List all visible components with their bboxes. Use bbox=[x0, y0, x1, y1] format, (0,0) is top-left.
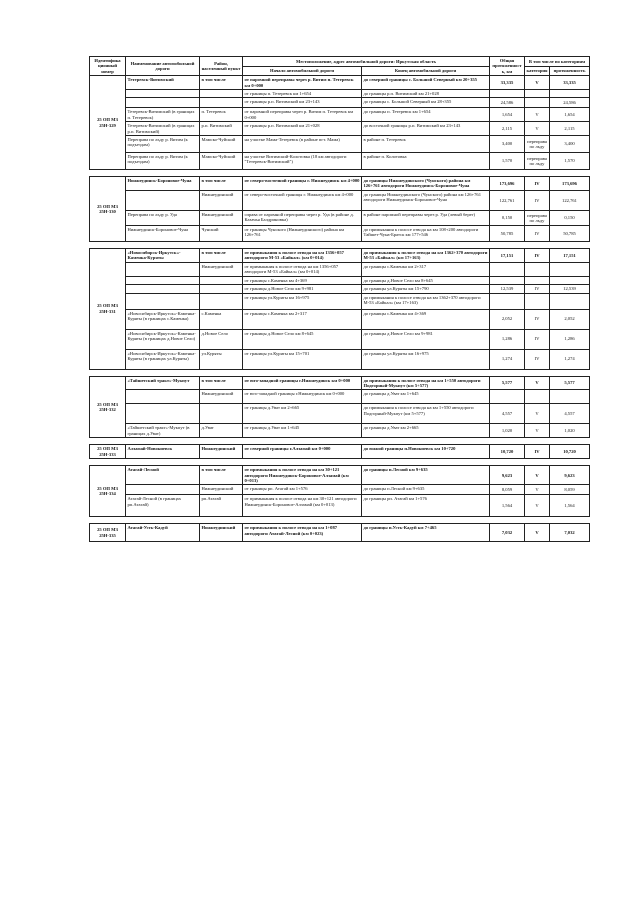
road-name-cell bbox=[126, 191, 200, 211]
end-cell: до границы рп. Атагай км 1+576 bbox=[362, 495, 490, 517]
total-cell: 1,020 bbox=[490, 424, 525, 438]
table-row bbox=[90, 424, 590, 438]
table-row bbox=[90, 495, 590, 517]
table-row bbox=[90, 108, 590, 122]
district-cell bbox=[200, 276, 243, 284]
road-name-cell: Нижнеудинск-Бороновое-Чуна bbox=[126, 177, 200, 191]
road-id-cell: 25 ОП МЗ 25Н-331 bbox=[90, 249, 126, 369]
total-cell: 122,761 bbox=[490, 191, 525, 211]
start-cell: от границы ул.Куряты км 16+975 bbox=[243, 293, 362, 309]
road-name-cell bbox=[126, 285, 200, 293]
length-cell: 0,150 bbox=[550, 211, 590, 226]
start-cell: от северо-восточной границы г. Нижнеудинск км 4+000 bbox=[243, 191, 362, 211]
start-cell: от границы д.Новое Село км 8+645 bbox=[243, 329, 362, 349]
start-cell: от границы с.Каменка км 4+369 bbox=[243, 276, 362, 284]
total-cell bbox=[490, 90, 525, 98]
end-cell: до границы Нижнеудинского (Чунского) района км 126+761 автодороги Нижнеудинск-Бороновое-Чуна bbox=[362, 191, 490, 211]
length-cell: 122,761 bbox=[550, 191, 590, 211]
length-cell: 1,564 bbox=[550, 495, 590, 517]
header-cat: категория bbox=[525, 66, 550, 76]
category-cell: IV bbox=[525, 309, 550, 329]
start-cell: от границы рп. Атагай км 1+576 bbox=[243, 485, 362, 495]
district-cell: в том числе bbox=[200, 466, 243, 485]
road-name-cell: «Новосибирск-Иркутск»-Каменка-Куряты bbox=[126, 249, 200, 263]
category-cell: V bbox=[525, 376, 550, 390]
end-cell: до границы д.Уват км 2+665 bbox=[362, 424, 490, 438]
road-name-cell: Переправа по льду р. Витим (к подъездам) bbox=[126, 153, 200, 170]
spacer-cell bbox=[90, 242, 590, 249]
road-name-cell: Тетеревск-Витимский (в границах р.п. Витимский) bbox=[126, 122, 200, 136]
district-cell: д.Уват bbox=[200, 424, 243, 438]
table-row bbox=[90, 309, 590, 329]
start-cell: от границы Чунского (Нижнеудинского) района км 126+761 bbox=[243, 226, 362, 242]
table-row bbox=[90, 524, 590, 542]
district-cell: в том числе bbox=[200, 376, 243, 390]
length-cell: 3,400 bbox=[550, 136, 590, 153]
length-cell bbox=[550, 90, 590, 98]
road-id-cell: 25 ОП МЗ 25Н-333 bbox=[90, 445, 126, 459]
length-cell: 17,151 bbox=[550, 249, 590, 263]
end-cell: до границы с. Большой Северный км 28+355 bbox=[362, 98, 490, 108]
road-id-cell: 25 ОП МЗ 25Н-334 bbox=[90, 466, 126, 517]
table-row bbox=[90, 211, 590, 226]
table-row bbox=[90, 153, 590, 170]
end-cell: в районе паромной переправы через р. Уда (левый берег) bbox=[362, 211, 490, 226]
start-cell: от границы д.Уват км 1+645 bbox=[243, 424, 362, 438]
road-id-cell: 25 ОП МЗ 25Н-329 bbox=[90, 76, 126, 170]
table-row bbox=[90, 249, 590, 263]
total-cell: 1,570 bbox=[490, 153, 525, 170]
total-cell bbox=[490, 390, 525, 404]
table-row bbox=[90, 293, 590, 309]
header-location: Местоположение, адрес автомобильной дороги: Иркутская область bbox=[243, 57, 490, 67]
road-name-cell bbox=[126, 390, 200, 404]
district-cell: р.п. Витимский bbox=[200, 122, 243, 136]
end-cell: до южной границы п.Новокиевск км 10+720 bbox=[362, 445, 490, 459]
category-cell: V bbox=[525, 495, 550, 517]
category-cell bbox=[525, 390, 550, 404]
table-row bbox=[90, 136, 590, 153]
district-cell: с.Каменка bbox=[200, 309, 243, 329]
table-row bbox=[90, 376, 590, 390]
category-cell: V bbox=[525, 485, 550, 495]
length-cell: 1,654 bbox=[550, 108, 590, 122]
header-start: Начало автомобильной дороги bbox=[243, 66, 362, 76]
end-cell: до границы п.Лесной км 9+635 bbox=[362, 466, 490, 485]
end-cell: до границы п. Тетеревск км 1+654 bbox=[362, 108, 490, 122]
category-cell: V bbox=[525, 424, 550, 438]
start-cell: справа от паромной переправы через р. Уда (в районе д. Казачья Балдриновка) bbox=[243, 211, 362, 226]
length-cell: 24,586 bbox=[550, 98, 590, 108]
start-cell: от границы п. Тетеревск км 1+654 bbox=[243, 90, 362, 98]
total-cell: 1,286 bbox=[490, 329, 525, 349]
road-id-cell: 25 ОП МЗ 25Н-332 bbox=[90, 376, 126, 438]
category-cell: IV bbox=[525, 177, 550, 191]
road-name-cell bbox=[126, 293, 200, 309]
category-cell: V bbox=[525, 122, 550, 136]
total-cell: 24,586 bbox=[490, 98, 525, 108]
road-name-cell: Переправа по льду р. Витим (к подъездам) bbox=[126, 136, 200, 153]
road-name-cell bbox=[126, 90, 200, 98]
start-cell: от паромной переправы через р. Витим п. Тетеревск км 0+000 bbox=[243, 76, 362, 90]
end-cell: до границы п.Лесной км 9+635 bbox=[362, 485, 490, 495]
end-cell: до границы п.Усть-Кадуй км 7+465 bbox=[362, 524, 490, 542]
start-cell: от северо-восточной границы г. Нижнеудинск км 4+000 bbox=[243, 177, 362, 191]
category-cell: V bbox=[525, 76, 550, 90]
category-cell bbox=[525, 90, 550, 98]
table-body bbox=[90, 76, 590, 542]
road-name-cell: «Тайшетский тракт»-Мукпут (в границах д.Уват) bbox=[126, 424, 200, 438]
end-cell: до границы д.Новое Село км 9+981 bbox=[362, 329, 490, 349]
table-row bbox=[90, 466, 590, 485]
district-cell: Мамско-Чуйский bbox=[200, 136, 243, 153]
table-row bbox=[90, 276, 590, 284]
district-cell: Нижнеудинский bbox=[200, 445, 243, 459]
district-cell: Нижнеудинский bbox=[200, 211, 243, 226]
length-cell: 2,115 bbox=[550, 122, 590, 136]
length-cell: 1,020 bbox=[550, 424, 590, 438]
total-cell: 7,032 bbox=[490, 524, 525, 542]
category-cell bbox=[525, 262, 550, 276]
start-cell: от границы с.Каменка км 2+317 bbox=[243, 309, 362, 329]
end-cell: до примыкания к полосе отвода на км 1+550 автодороги Подгорный-Мукпут (км 5+577) bbox=[362, 376, 490, 390]
category-cell: IV bbox=[525, 349, 550, 369]
road-name-cell: Атагай-Лесной bbox=[126, 466, 200, 485]
end-cell: до границы Нижнеудинского (Чунского) района км 126+761 автодороги Нижнеудинск-Бороновое-Чуна bbox=[362, 177, 490, 191]
total-cell: 2,115 bbox=[490, 122, 525, 136]
road-name-cell: Алзамай-Новокиевск bbox=[126, 445, 200, 459]
end-cell: до границы р.п. Витимский км 21+028 bbox=[362, 90, 490, 98]
total-cell: 8,059 bbox=[490, 485, 525, 495]
district-cell bbox=[200, 285, 243, 293]
category-cell bbox=[525, 98, 550, 108]
total-cell bbox=[490, 276, 525, 284]
road-id-cell: 25 ОП МЗ 25Н-335 bbox=[90, 524, 126, 542]
table-row bbox=[90, 122, 590, 136]
total-cell: 33,335 bbox=[490, 76, 525, 90]
end-cell: до примыкания к полосе отвода на км 1362+370 автодороги М-53 «Байкал» (км 17+163) bbox=[362, 293, 490, 309]
start-cell: от примыкания к полосе отвода на км 1356+057 автодороги М-53 «Байкал» (км 0+014) bbox=[243, 262, 362, 276]
district-cell bbox=[200, 293, 243, 309]
category-cell: IV bbox=[525, 329, 550, 349]
length-cell: 12,539 bbox=[550, 285, 590, 293]
district-cell: Нижнеудинский bbox=[200, 485, 243, 495]
road-name-cell: Тетеревск-Витимский bbox=[126, 76, 200, 90]
road-name-cell: Нижнеудинск-Бороновое-Чуна bbox=[126, 226, 200, 242]
total-cell: 2,052 bbox=[490, 309, 525, 329]
length-cell: 50,785 bbox=[550, 226, 590, 242]
end-cell: до примыкания к полосе отвода на км 108+200 автодороги Тайшет-Чуна-Братск км 177+546 bbox=[362, 226, 490, 242]
district-cell: рп.Атагай bbox=[200, 495, 243, 517]
district-cell bbox=[200, 90, 243, 98]
length-cell: 7,032 bbox=[550, 524, 590, 542]
road-registry-document bbox=[89, 56, 589, 542]
road-name-cell: «Новосибирск-Иркутск»-Каменка-Куряты (в границах д.Новое Село) bbox=[126, 329, 200, 349]
district-cell bbox=[200, 98, 243, 108]
road-name-cell bbox=[126, 262, 200, 276]
road-name-cell bbox=[126, 98, 200, 108]
road-name-cell bbox=[126, 276, 200, 284]
length-cell: 1,286 bbox=[550, 329, 590, 349]
end-cell: до северной границы с. Большой Северный км 20+355 bbox=[362, 76, 490, 90]
table-row bbox=[90, 445, 590, 459]
length-cell: 4,557 bbox=[550, 404, 590, 424]
length-cell bbox=[550, 293, 590, 309]
start-cell: на участке Мама-Тетеревск (в районе пгт. Мама) bbox=[243, 136, 362, 153]
end-cell: до границы д.Новое Село км 8+645 bbox=[362, 276, 490, 284]
road-name-cell: «Тайшетский тракт»-Мукпут bbox=[126, 376, 200, 390]
road-id-cell: 25 ОП МЗ 25Н-330 bbox=[90, 177, 126, 242]
category-cell: IV bbox=[525, 285, 550, 293]
spacer-cell bbox=[90, 459, 590, 466]
category-cell: переправа по льду bbox=[525, 153, 550, 170]
category-cell: IV bbox=[525, 249, 550, 263]
end-cell: до границы с.Каменка км 2+317 bbox=[362, 262, 490, 276]
table-row bbox=[90, 90, 590, 98]
total-cell: 1,564 bbox=[490, 495, 525, 517]
road-name-cell: Атагай-Усть-Кадуй bbox=[126, 524, 200, 542]
length-cell: 5,577 bbox=[550, 376, 590, 390]
end-cell: до восточной границы р.п. Витимский км 23+143 bbox=[362, 122, 490, 136]
total-cell: 50,785 bbox=[490, 226, 525, 242]
start-cell: от северной границы г.Алзамай км 0+000 bbox=[243, 445, 362, 459]
district-cell: д.Новое Село bbox=[200, 329, 243, 349]
table-row bbox=[90, 485, 590, 495]
end-cell: до границы д.Уват км 1+645 bbox=[362, 390, 490, 404]
road-name-cell: Тетеревск-Витимский (в границах п. Тетеревск) bbox=[126, 108, 200, 122]
spacer-cell bbox=[90, 170, 590, 177]
end-cell: до границы с.Каменка км 4+369 bbox=[362, 309, 490, 329]
group-spacer bbox=[90, 438, 590, 445]
category-cell: IV bbox=[525, 445, 550, 459]
start-cell: от паромной переправы через р. Витим п. Тетеревск км 0+000 bbox=[243, 108, 362, 122]
end-cell: до примыкания к полосе отвода на км 1362+370 автодороги М-53 «Байкал» (км 17+163) bbox=[362, 249, 490, 263]
header-id: Идентифика ционный номер bbox=[90, 57, 126, 76]
start-cell: от границы р.п. Витимский км 23+143 bbox=[243, 98, 362, 108]
length-cell: 33,335 bbox=[550, 76, 590, 90]
category-cell: IV bbox=[525, 191, 550, 211]
district-cell: Нижнеудинский bbox=[200, 524, 243, 542]
total-cell: 12,539 bbox=[490, 285, 525, 293]
district-cell: в том числе bbox=[200, 76, 243, 90]
category-cell: V bbox=[525, 404, 550, 424]
total-cell: 173,696 bbox=[490, 177, 525, 191]
category-cell: V bbox=[525, 466, 550, 485]
length-cell bbox=[550, 262, 590, 276]
header-total: Общая протяженность, км bbox=[490, 57, 525, 76]
road-name-cell bbox=[126, 485, 200, 495]
total-cell: 17,151 bbox=[490, 249, 525, 263]
length-cell bbox=[550, 390, 590, 404]
table-row bbox=[90, 98, 590, 108]
category-cell: IV bbox=[525, 226, 550, 242]
group-spacer bbox=[90, 170, 590, 177]
start-cell: от примыкания к полосе отвода на км 30+121 автодороги Нижнеудинск-Бороновое-Алзамай (км 0+013) bbox=[243, 466, 362, 485]
category-cell: переправа по льду bbox=[525, 211, 550, 226]
road-name-cell: «Новосибирск-Иркутск»-Каменка-Куряты (в границах с.Каменка) bbox=[126, 309, 200, 329]
district-cell: Нижнеудинский bbox=[200, 390, 243, 404]
length-cell: 1,274 bbox=[550, 349, 590, 369]
district-cell: п. Тетеревск bbox=[200, 108, 243, 122]
end-cell: до границы ул.Куряты км 15+790 bbox=[362, 285, 490, 293]
district-cell: ул.Куряты bbox=[200, 349, 243, 369]
group-spacer bbox=[90, 369, 590, 376]
table-row bbox=[90, 329, 590, 349]
total-cell: 5,577 bbox=[490, 376, 525, 390]
table-row bbox=[90, 390, 590, 404]
length-cell: 173,696 bbox=[550, 177, 590, 191]
district-cell: Нижнеудинский bbox=[200, 191, 243, 211]
start-cell: от примыкания к полосе отвода на км 30+121 автодороги Нижнеудинск-Бороновое-Алзамай (км 0+013) bbox=[243, 495, 362, 517]
start-cell: от примыкания к полосе отвода на км 1356+057 автодороги М-53 «Байкал» (км 0+014) bbox=[243, 249, 362, 263]
district-cell: Чунский bbox=[200, 226, 243, 242]
header-end: Конец автомобильной дороги bbox=[362, 66, 490, 76]
total-cell: 4,557 bbox=[490, 404, 525, 424]
spacer-cell bbox=[90, 517, 590, 524]
district-cell: в том числе bbox=[200, 249, 243, 263]
road-name-cell: Переправа по льду р. Уда bbox=[126, 211, 200, 226]
category-cell: V bbox=[525, 108, 550, 122]
end-cell: в районе п. Тетеревск bbox=[362, 136, 490, 153]
category-cell bbox=[525, 293, 550, 309]
total-cell bbox=[490, 262, 525, 276]
header-district: Район, населенный пункт bbox=[200, 57, 243, 76]
total-cell bbox=[490, 293, 525, 309]
start-cell: от границы ул.Куряты км 15+701 bbox=[243, 349, 362, 369]
spacer-cell bbox=[90, 438, 590, 445]
total-cell: 0,150 bbox=[490, 211, 525, 226]
spacer-cell bbox=[90, 369, 590, 376]
length-cell: 10,720 bbox=[550, 445, 590, 459]
group-spacer bbox=[90, 517, 590, 524]
table-row bbox=[90, 76, 590, 90]
length-cell: 8,059 bbox=[550, 485, 590, 495]
group-spacer bbox=[90, 242, 590, 249]
district-cell bbox=[200, 404, 243, 424]
district-cell: Мамско-Чуйский bbox=[200, 153, 243, 170]
group-spacer bbox=[90, 459, 590, 466]
total-cell: 1,654 bbox=[490, 108, 525, 122]
header-incl: В том числе по категориям bbox=[525, 57, 590, 67]
start-cell: от примыкания к полосе отвода на км 1+087 автодороги Атагай-Лесной (км 0+023) bbox=[243, 524, 362, 542]
category-cell: V bbox=[525, 524, 550, 542]
table-row bbox=[90, 226, 590, 242]
road-registry-table bbox=[89, 56, 590, 542]
total-cell: 1,274 bbox=[490, 349, 525, 369]
start-cell: от границы д.Уват км 2+665 bbox=[243, 404, 362, 424]
start-cell: от границы р.п. Витимский км 21+028 bbox=[243, 122, 362, 136]
length-cell: 1,570 bbox=[550, 153, 590, 170]
end-cell: до примыкания к полосе отвода на км 1+550 автодороги Подгорный-Мукпут (км 5+577) bbox=[362, 404, 490, 424]
length-cell: 9,623 bbox=[550, 466, 590, 485]
total-cell: 3,400 bbox=[490, 136, 525, 153]
start-cell: от юго-западной границы г.Нижнеудинск км 0+000 bbox=[243, 376, 362, 390]
start-cell: на участке Витимский-Колотовка (18 км автодороги "Тетеревск-Витимский") bbox=[243, 153, 362, 170]
category-cell bbox=[525, 276, 550, 284]
total-cell: 9,623 bbox=[490, 466, 525, 485]
category-cell: переправа по льду bbox=[525, 136, 550, 153]
table-row bbox=[90, 285, 590, 293]
district-cell: в том числе bbox=[200, 177, 243, 191]
length-cell bbox=[550, 276, 590, 284]
total-cell: 10,720 bbox=[490, 445, 525, 459]
district-cell: Нижнеудинский bbox=[200, 262, 243, 276]
table-row bbox=[90, 404, 590, 424]
start-cell: от границы д.Новое Село км 9+981 bbox=[243, 285, 362, 293]
header-name: Наименование автомобильной дороги bbox=[126, 57, 200, 76]
table-row bbox=[90, 177, 590, 191]
table-row bbox=[90, 262, 590, 276]
end-cell: в районе п. Колотовка bbox=[362, 153, 490, 170]
end-cell: до границы ул.Куряты км 16+975 bbox=[362, 349, 490, 369]
table-row bbox=[90, 349, 590, 369]
start-cell: от юго-западной границы г.Нижнеудинск км 0+000 bbox=[243, 390, 362, 404]
length-cell: 2,052 bbox=[550, 309, 590, 329]
road-name-cell: Атагай-Лесной (в границах рп.Атагай) bbox=[126, 495, 200, 517]
road-name-cell: «Новосибирск-Иркутск»-Каменка-Куряты (в границах ул.Куряты) bbox=[126, 349, 200, 369]
road-name-cell bbox=[126, 404, 200, 424]
table-row bbox=[90, 191, 590, 211]
header-len: протяженность bbox=[550, 66, 590, 76]
